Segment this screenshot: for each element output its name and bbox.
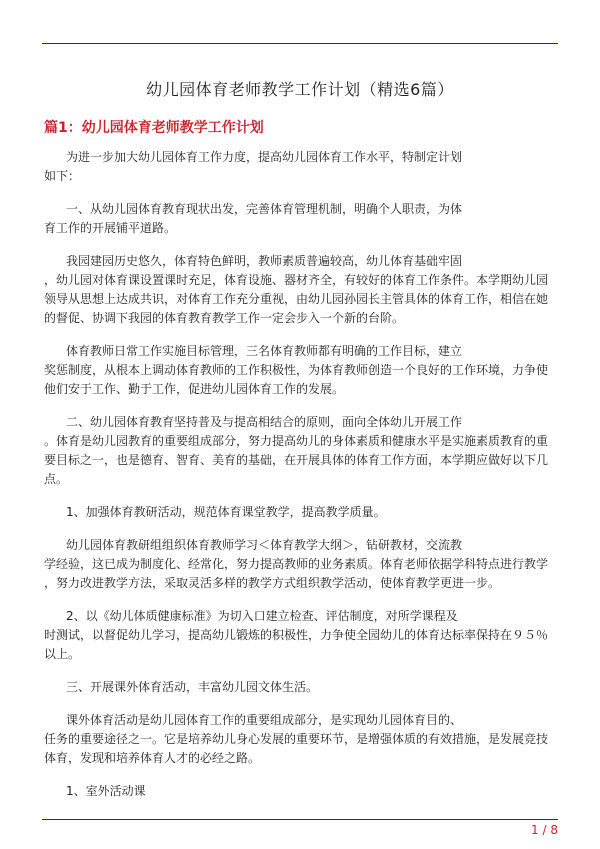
document-body bbox=[0, 148, 600, 815]
paragraph-line: 以上。 bbox=[44, 647, 81, 661]
paragraph-line: 二、幼儿园体育教育坚持普及与提高相结合的原则，面向全体幼儿开展工作 bbox=[66, 415, 463, 429]
paragraph-line: 任务的重要途径之一。它是培养幼儿身心发展的重要环节，是增强体质的有效措施，是发展竞技 bbox=[44, 732, 549, 746]
paragraph-line: 为进一步加大幼儿园体育工作力度，提高幼儿园体育工作水平，特制定计划 bbox=[66, 150, 463, 164]
paragraph bbox=[0, 678, 600, 697]
paragraph bbox=[0, 711, 600, 768]
paragraph-line: 我园建园历史悠久，体育特色鲜明，教师素质普遍较高，幼儿体育基础牢固 bbox=[66, 254, 463, 268]
paragraph bbox=[0, 782, 600, 801]
paragraph bbox=[0, 252, 600, 328]
paragraph-line: 学经验，这已成为制度化、经常化，努力提高教师的业务素质。体育老师依据学科特点进行教学 bbox=[44, 557, 549, 571]
paragraph bbox=[0, 536, 600, 593]
paragraph-line: 一、从幼儿园体育教育现状出发，完善体育管理机制，明确个人职责，为体 bbox=[66, 202, 463, 216]
header-rule bbox=[42, 43, 558, 44]
paragraph-line: 课外体育活动是幼儿园体育工作的重要组成部分，是实现幼儿园体育目的、 bbox=[66, 713, 463, 727]
paragraph-line: 他们安于工作、勤于工作，促进幼儿园体育工作的发展。 bbox=[44, 382, 345, 396]
paragraph-line: 如下： bbox=[44, 169, 81, 183]
paragraph-line: 幼儿园体育教研组组织体育教师学习＜体育教学大纲＞，钻研教材，交流教 bbox=[66, 538, 463, 552]
paragraph-line: 要目标之一，也是德育、智育、美育的基础，在开展具体的体育工作方面，本学期应做好以下几 bbox=[44, 453, 549, 467]
section-heading: 篇1：幼儿园体育老师教学工作计划 bbox=[44, 120, 264, 136]
paragraph bbox=[0, 413, 600, 489]
footer-rule bbox=[42, 819, 558, 820]
paragraph-line: 奖惩制度，从根本上调动体育教师的工作积极性，为体育教师创造一个良好的工作环境，力争使 bbox=[44, 363, 549, 377]
document-title: 幼儿园体育老师教学工作计划（精选6篇） bbox=[146, 80, 454, 99]
paragraph-line: 点。 bbox=[44, 472, 69, 486]
paragraph-line: 1、加强体育教研活动，规范体育课堂教学，提高教学质量。 bbox=[66, 505, 386, 519]
paragraph-line: 三、开展课外体育活动，丰富幼儿园文体生活。 bbox=[66, 680, 319, 694]
paragraph-line: 1、室外活动课 bbox=[66, 784, 146, 798]
paragraph bbox=[0, 607, 600, 664]
paragraph bbox=[0, 342, 600, 399]
paragraph-line: 育工作的开展铺平道路。 bbox=[44, 221, 177, 235]
paragraph-line: 。体育是幼儿园教育的重要组成部分，努力提高幼儿的身体素质和健康水平是实施素质教育的重 bbox=[44, 434, 549, 448]
paragraph bbox=[0, 503, 600, 522]
paragraph-line: 领导从思想上达成共识，对体育工作充分重视，由幼儿园孙园长主管具体的体育工作，相信在她 bbox=[44, 292, 549, 306]
paragraph-line: 体育，发现和培养体育人才的必经之路。 bbox=[44, 751, 261, 765]
paragraph-line: 2、以《幼儿体质健康标准》为切入口建立检查、评估制度，对所学课程及 bbox=[66, 609, 458, 623]
paragraph-line: ，幼儿园对体育课设置课时充足，体育设施、器材齐全，有较好的体育工作条件。本学期幼儿园 bbox=[44, 273, 549, 287]
paragraph-line: 体育教师日常工作实施目标管理，三名体育教师都有明确的工作目标，建立 bbox=[66, 344, 463, 358]
paragraph-line: 的督促、协调下我园的体育教育教学工作一定会步入一个新的台阶。 bbox=[44, 311, 405, 325]
page-indicator: 1 / 8 bbox=[531, 823, 558, 837]
paragraph bbox=[0, 148, 600, 186]
paragraph-line: ，努力改进教学方法，采取灵活多样的教学方式组织教学活动，使体育教学更进一步。 bbox=[44, 576, 501, 590]
paragraph-line: 时测试，以督促幼儿学习，提高幼儿锻炼的积极性，力争使全园幼儿的体育达标率保持在９５％ bbox=[44, 628, 549, 642]
paragraph bbox=[0, 200, 600, 238]
